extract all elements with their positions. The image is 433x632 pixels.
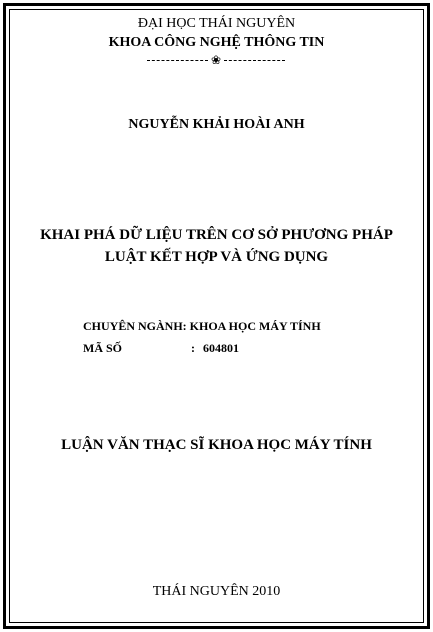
ornament-dash-left xyxy=(147,60,208,61)
code-separator: : xyxy=(191,341,195,355)
thesis-title-line-1: KHAI PHÁ DỮ LIỆU TRÊN CƠ SỞ PHƯƠNG PHÁP xyxy=(40,227,393,243)
university-name: ĐẠI HỌC THÁI NGUYÊN xyxy=(137,16,296,31)
code-label: MÃ SỐ xyxy=(83,341,122,355)
author-name: NGUYỄN KHẢI HOÀI ANH xyxy=(128,117,305,132)
faculty-name: KHOA CÔNG NGHỆ THÔNG TIN xyxy=(108,35,325,50)
major-label: CHUYÊN NGÀNH: xyxy=(83,319,187,333)
flower-icon: ❀ xyxy=(210,53,222,67)
degree-title: LUẬN VĂN THẠC SĨ KHOA HỌC MÁY TÍNH xyxy=(61,437,372,453)
major-value: KHOA HỌC MÁY TÍNH xyxy=(189,319,321,333)
ornament-dash-right xyxy=(224,60,285,61)
thesis-title-line-2: LUẬT KẾT HỢP VÀ ỨNG DỤNG xyxy=(104,249,329,265)
place-and-year: THÁI NGUYÊN 2010 xyxy=(152,584,281,599)
ornament-divider xyxy=(147,53,285,67)
inner-border xyxy=(9,9,424,623)
code-value: 604801 xyxy=(203,341,239,355)
code-row xyxy=(83,340,239,356)
major-row xyxy=(83,318,321,334)
